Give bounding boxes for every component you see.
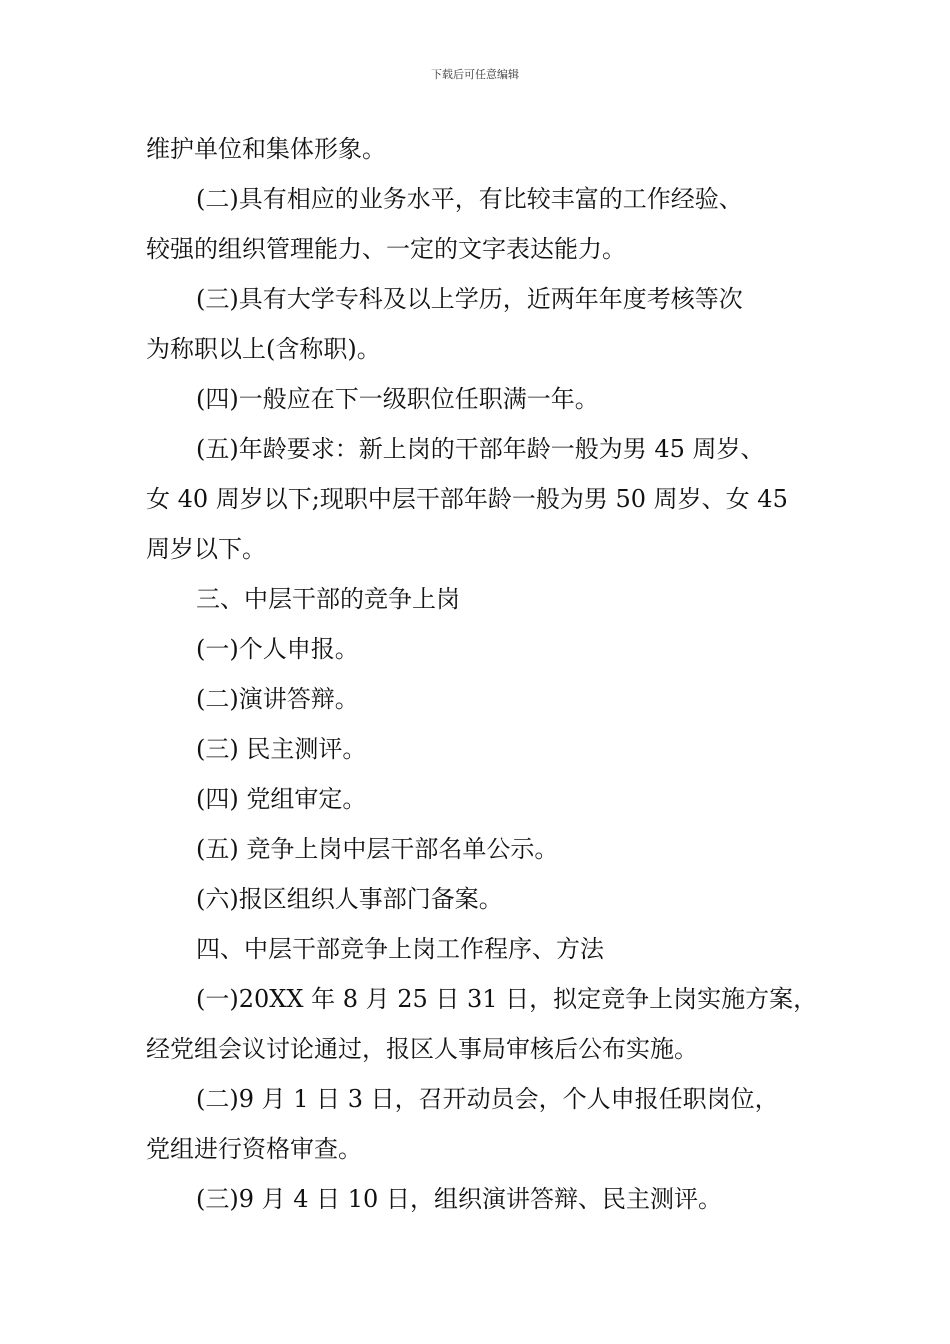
page-header: 下载后可任意编辑 [431,68,519,81]
text-line: 党组进行资格审查。 [146,1135,362,1163]
text-line: (三)具有大学专科及以上学历，近两年年度考核等次 [196,285,743,313]
text-line: (三) 民主测评。 [196,735,367,763]
text-line: (四) 党组审定。 [196,785,367,813]
text-line: 周岁以下。 [146,535,266,563]
text-line: (一)个人申报。 [196,635,359,663]
text-line: 女 40 周岁以下;现职中层干部年龄一般为男 50 周岁、女 45 [146,485,788,513]
text-line: (四)一般应在下一级职位任职满一年。 [196,385,599,413]
section-heading: 四、中层干部竞争上岗工作程序、方法 [196,935,604,963]
document-body [146,124,818,1224]
text-line: (六)报区组织人事部门备案。 [196,885,503,913]
text-line: (二)具有相应的业务水平，有比较丰富的工作经验、 [196,185,743,213]
text-line: (一)20XX 年 8 月 25 日 31 日，拟定竞争上岗实施方案， [196,985,818,1013]
text-line: 为称职以上(含称职)。 [146,335,381,363]
text-line: 较强的组织管理能力、一定的文字表达能力。 [146,235,626,263]
text-line: (三)9 月 4 日 10 日，组织演讲答辩、民主测评。 [196,1185,722,1213]
text-line: (二)演讲答辩。 [196,685,359,713]
text-line: (五)年龄要求：新上岗的干部年龄一般为男 45 周岁、 [196,435,765,463]
text-line: (二)9 月 1 日 3 日，召开动员会，个人申报任职岗位， [196,1085,779,1113]
text-line: 经党组会议讨论通过，报区人事局审核后公布实施。 [146,1035,698,1063]
section-heading: 三、中层干部的竞争上岗 [196,585,460,613]
text-line: 维护单位和集体形象。 [146,135,386,163]
text-line: (五) 竞争上岗中层干部名单公示。 [196,835,559,863]
